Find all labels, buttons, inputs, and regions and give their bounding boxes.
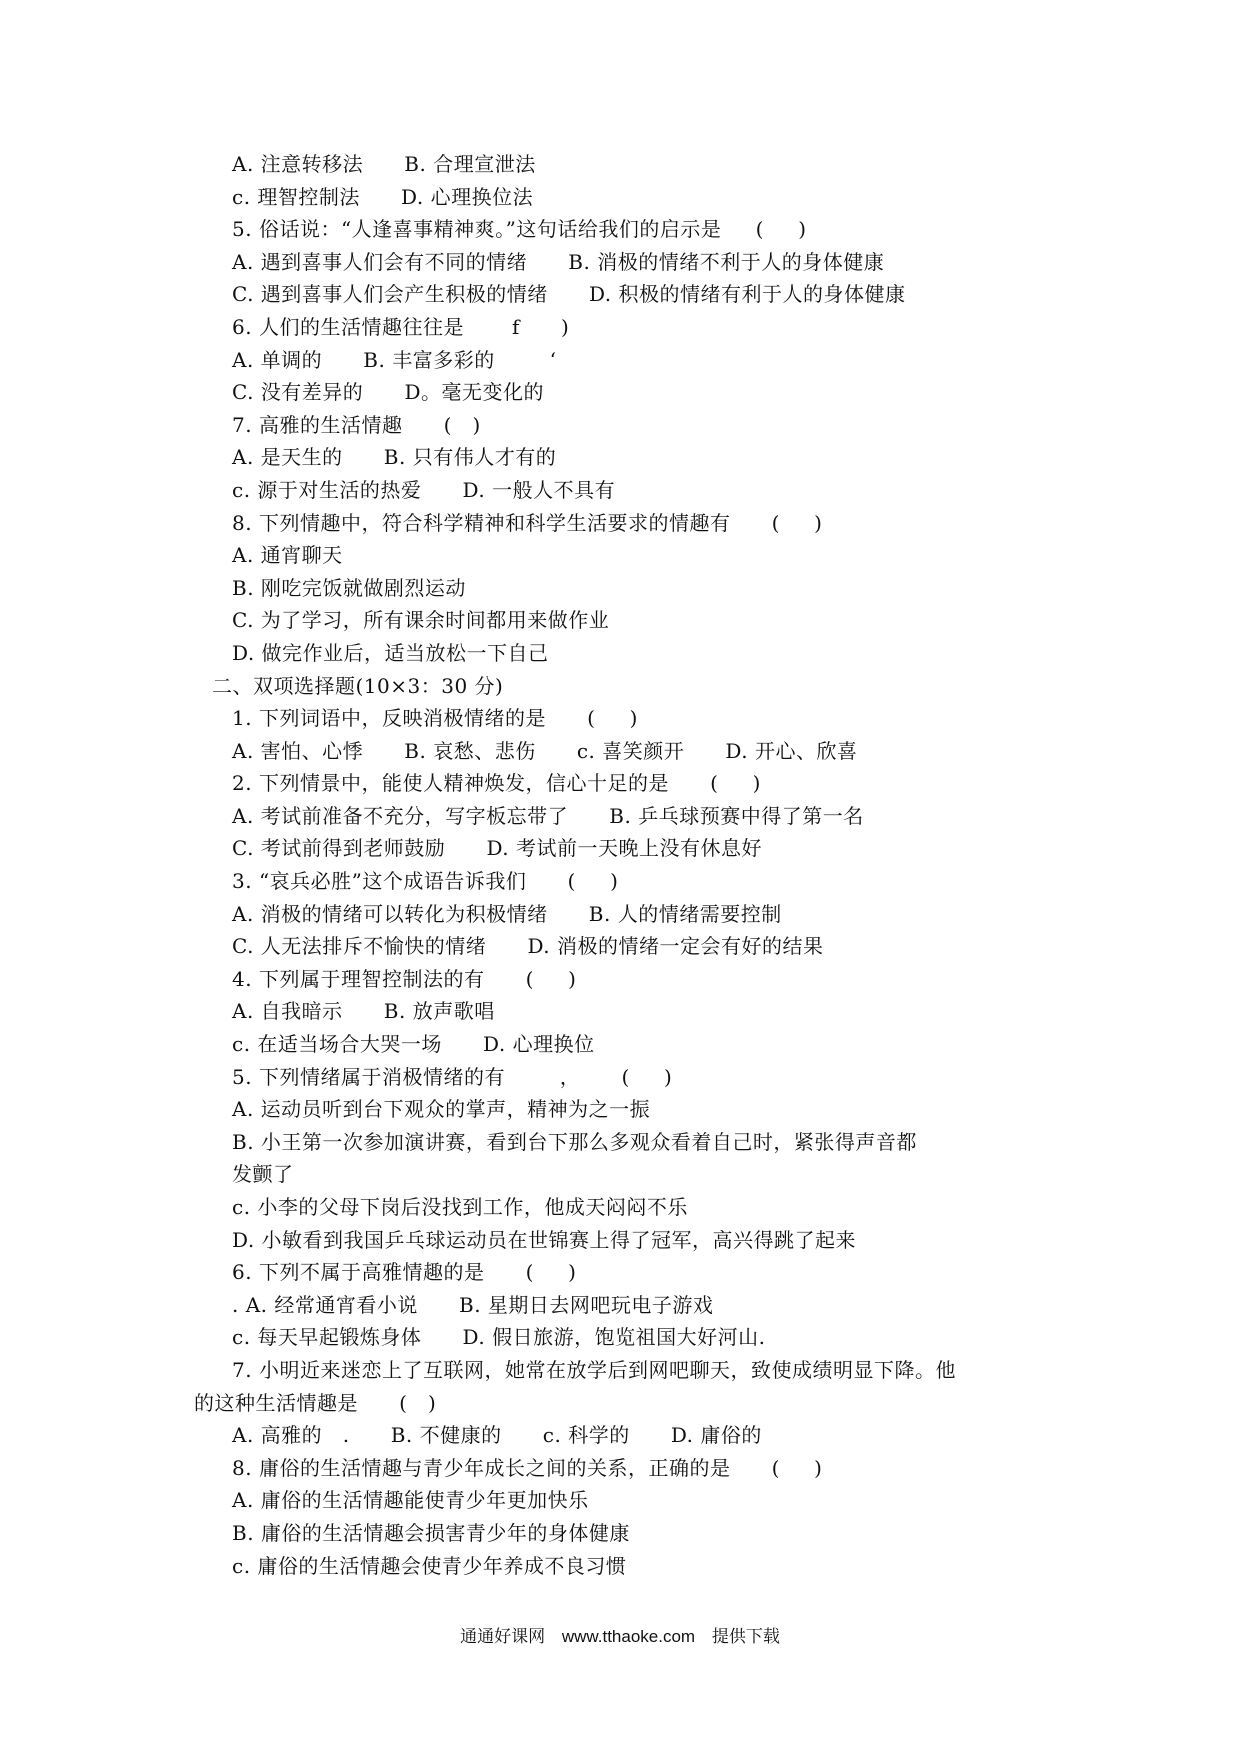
text-line: B. 小王第一次参加演讲赛，看到台下那么多观众看着自己时，紧张得声音都 [232,1129,917,1154]
text-line: 6. 下列不属于高雅情趣的是 ( ) [232,1260,577,1285]
text-line: c. 小李的父母下岗后没找到工作，他成天闷闷不乐 [232,1195,688,1219]
text-line: C. 没有差异的 D。毫无变化的 [232,380,544,405]
text-line: C. 人无法排斥不愉快的情绪 D. 消极的情绪一定会有好的结果 [232,934,824,959]
text-line: D. 小敏看到我国乒乓球运动员在世锦赛上得了冠军，高兴得跳了起来 [232,1227,857,1252]
footer-site-name: 通通好课网 [460,1627,546,1646]
text-line: A. 消极的情绪可以转化为积极情绪 B. 人的情绪需要控制 [232,901,782,926]
footer-url: www.tthaoke.com [561,1627,696,1646]
text-line: 3. “哀兵必胜”这个成语告诉我们 ( ) [232,869,619,894]
text-line: 5. 下列情绪属于消极情绪的有 ， ( ) [232,1064,673,1089]
text-line: 8. 庸俗的生活情趣与青少年成长之间的关系，正确的是 ( ) [232,1455,823,1480]
exam-content [0,148,1240,1582]
text-line: 5. 俗话说：“人逢喜事精神爽。”这句话给我们的启示是 ( ) [232,217,807,242]
text-line: B. 刚吃完饭就做剧烈运动 [232,575,466,600]
text-line: C. 为了学习，所有课余时间都用来做作业 [232,608,610,633]
text-line: 1. 下列词语中，反映消极情绪的是 ( ) [232,706,638,731]
text-line: A. 通宵聊天 [232,543,343,568]
text-line: 6. 人们的生活情趣往往是 f ) [232,314,570,339]
text-line: A. 自我暗示 B. 放声歌唱 [232,999,495,1024]
page-footer [0,1622,1240,1647]
text-line: A. 运动员听到台下观众的掌声，精神为之一振 [232,1097,651,1122]
text-line: . A. 经常通宵看小说 B. 星期日去网吧玩电子游戏 [232,1292,714,1317]
text-line: D. 做完作业后，适当放松一下自己 [232,640,549,665]
text-line: 7. 高雅的生活情趣 ( ) [232,412,481,437]
text-line: A. 单调的 B. 丰富多彩的 ‘ [232,347,557,372]
text-line: A. 庸俗的生活情趣能使青少年更加快乐 [232,1488,589,1513]
text-line: 7. 小明近来迷恋上了互联网，她常在放学后到网吧聊天，致使成绩明显下降。他 [232,1357,956,1382]
text-line: A. 考试前准备不充分，写字板忘带了 B. 乒乓球预赛中得了第一名 [232,803,864,828]
text-line: 二、双项选择题(10×3：30 分) [212,673,504,698]
text-line: c. 源于对生活的热爱 D. 一般人不具有 [232,477,616,502]
footer-suffix: 提供下载 [711,1627,780,1646]
text-line: C. 遇到喜事人们会产生积极的情绪 D. 积极的情绪有利于人的身体健康 [232,282,906,307]
text-line: B. 庸俗的生活情趣会损害青少年的身体健康 [232,1520,630,1545]
text-line: 发颤了 [232,1162,294,1187]
text-line: A. 高雅的 . B. 不健康的 c. 科学的 D. 庸俗的 [232,1423,762,1448]
text-line: c. 在适当场合大哭一场 D. 心理换位 [232,1032,595,1057]
text-line: C. 考试前得到老师鼓励 D. 考试前一天晚上没有休息好 [232,836,762,861]
text-line: A. 害怕、心悸 B. 哀愁、悲伤 c. 喜笑颜开 D. 开心、欣喜 [232,738,858,763]
text-line: A. 是天生的 B. 只有伟人才有的 [232,445,557,470]
text-line: 4. 下列属于理智控制法的有 ( ) [232,966,577,991]
text-line: A. 注意转移法 B. 合理宣泄法 [232,152,536,176]
text-line: c. 庸俗的生活情趣会使青少年养成不良习惯 [232,1553,627,1578]
text-line: c. 每天早起锻炼身体 D. 假日旅游，饱览祖国大好河山. [232,1325,766,1350]
text-line: 2. 下列情景中，能使人精神焕发，信心十足的是 ( ) [232,771,761,796]
text-line: A. 遇到喜事人们会有不同的情绪 B. 消极的情绪不利于人的身体健康 [232,249,885,274]
text-line: 的这种生活情趣是 ( ) [194,1390,437,1415]
text-line: c. 理智控制法 D. 心理换位法 [232,184,534,209]
text-line: 8. 下列情趣中，符合科学精神和科学生活要求的情趣有 ( ) [232,510,823,535]
